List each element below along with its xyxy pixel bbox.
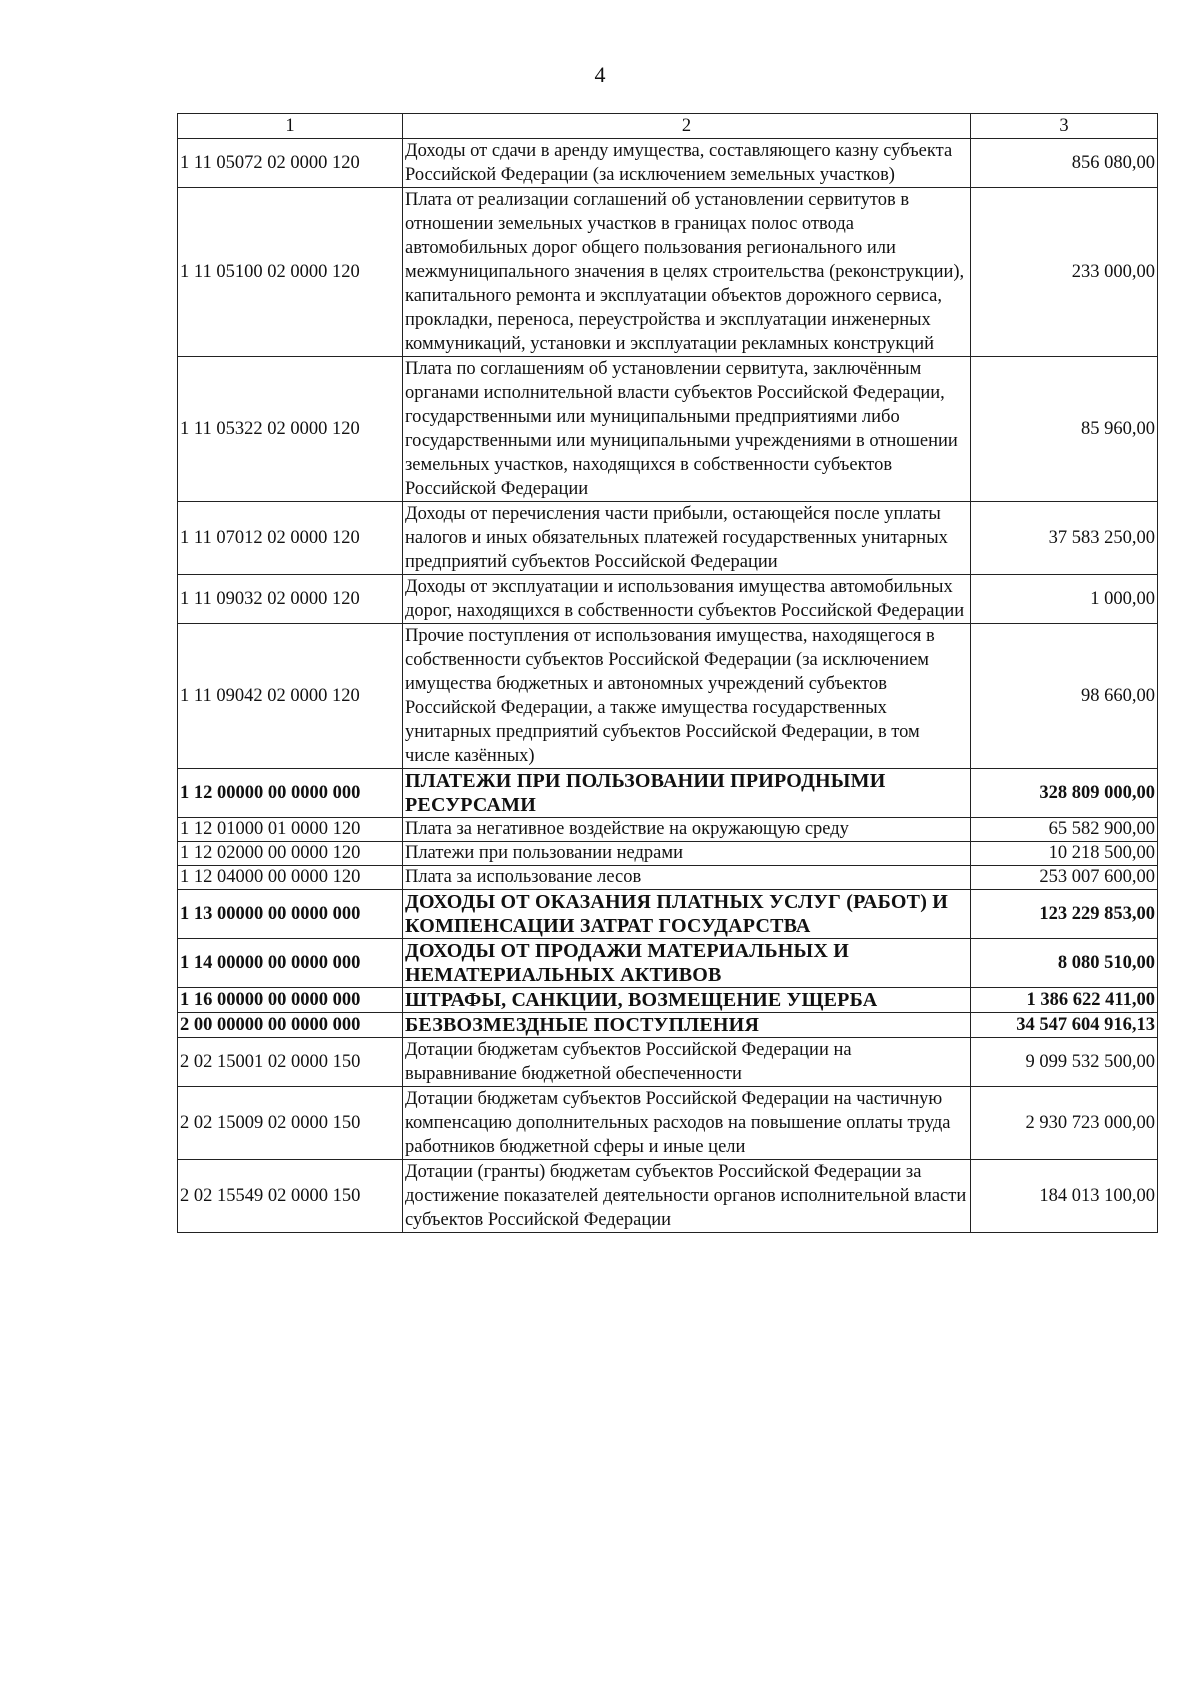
row-amount: 253 007 600,00	[971, 866, 1158, 890]
section-amount: 328 809 000,00	[971, 769, 1158, 818]
row-name: Доходы от сдачи в аренду имущества, составляющего казну субъекта Российской Федерации (за исключением земельных участков)	[403, 139, 971, 188]
row-name: Прочие поступления от использования имущества, находящегося в собственности субъектов Российской Федерации (за исключением имущества бюджетных и автономных учреждений субъектов Российской Федерации, а также имущества государственных унитарных предприятий субъектов Российской Федерации, в том числе казённых)	[403, 624, 971, 769]
row-code: 1 11 05322 02 0000 120	[178, 357, 403, 502]
column-header-code: 1	[178, 114, 403, 139]
row-amount: 9 099 532 500,00	[971, 1038, 1158, 1087]
section-amount: 8 080 510,00	[971, 939, 1158, 988]
table-row	[178, 818, 1158, 842]
table-row	[178, 1038, 1158, 1087]
row-amount: 65 582 900,00	[971, 818, 1158, 842]
section-row	[178, 1013, 1158, 1038]
table-row	[178, 139, 1158, 188]
row-code: 1 12 01000 01 0000 120	[178, 818, 403, 842]
table-row	[178, 866, 1158, 890]
row-name: Платежи при пользовании недрами	[403, 842, 971, 866]
section-amount: 123 229 853,00	[971, 890, 1158, 939]
row-code: 2 02 15549 02 0000 150	[178, 1160, 403, 1233]
section-code: 1 14 00000 00 0000 000	[178, 939, 403, 988]
section-row	[178, 769, 1158, 818]
row-amount: 233 000,00	[971, 188, 1158, 357]
section-code: 1 13 00000 00 0000 000	[178, 890, 403, 939]
section-name: ДОХОДЫ ОТ ОКАЗАНИЯ ПЛАТНЫХ УСЛУГ (РАБОТ) И КОМПЕНСАЦИИ ЗАТРАТ ГОСУДАРСТВА	[403, 890, 971, 939]
section-code: 1 16 00000 00 0000 000	[178, 988, 403, 1013]
row-amount: 1 000,00	[971, 575, 1158, 624]
row-name: Плата за негативное воздействие на окружающую среду	[403, 818, 971, 842]
row-code: 2 02 15009 02 0000 150	[178, 1087, 403, 1160]
revenue-table	[177, 113, 1158, 1233]
row-code: 1 12 04000 00 0000 120	[178, 866, 403, 890]
table-row	[178, 188, 1158, 357]
row-name: Дотации (гранты) бюджетам субъектов Российской Федерации за достижение показателей деятельности органов исполнительной власти субъектов Российской Федерации	[403, 1160, 971, 1233]
row-name: Доходы от эксплуатации и использования имущества автомобильных дорог, находящихся в собственности субъектов Российской Федерации	[403, 575, 971, 624]
row-code: 2 02 15001 02 0000 150	[178, 1038, 403, 1087]
row-amount: 184 013 100,00	[971, 1160, 1158, 1233]
row-name: Дотации бюджетам субъектов Российской Федерации на выравнивание бюджетной обеспеченности	[403, 1038, 971, 1087]
row-code: 1 11 07012 02 0000 120	[178, 502, 403, 575]
row-code: 1 11 05100 02 0000 120	[178, 188, 403, 357]
table-row	[178, 502, 1158, 575]
row-code: 1 11 09032 02 0000 120	[178, 575, 403, 624]
column-header-name: 2	[403, 114, 971, 139]
row-amount: 856 080,00	[971, 139, 1158, 188]
table-row	[178, 1087, 1158, 1160]
section-name: БЕЗВОЗМЕЗДНЫЕ ПОСТУПЛЕНИЯ	[403, 1013, 971, 1038]
row-name: Плата за использование лесов	[403, 866, 971, 890]
table-row	[178, 624, 1158, 769]
section-code: 2 00 00000 00 0000 000	[178, 1013, 403, 1038]
table-row	[178, 1160, 1158, 1233]
page-number: 4	[594, 62, 606, 87]
section-name: ШТРАФЫ, САНКЦИИ, ВОЗМЕЩЕНИЕ УЩЕРБА	[403, 988, 971, 1013]
row-amount: 37 583 250,00	[971, 502, 1158, 575]
row-name: Плата от реализации соглашений об установлении сервитутов в отношении земельных участков в границах полос отвода автомобильных дорог общего пользования регионального или межмуниципального значения в целях строительства (реконструкции), капитального ремонта и эксплуатации объектов дорожного сервиса, прокладки, переноса, переустройства и эксплуатации инженерных коммуникаций, установки и эксплуатации рекламных конструкций	[403, 188, 971, 357]
section-row	[178, 890, 1158, 939]
row-code: 1 11 09042 02 0000 120	[178, 624, 403, 769]
row-code: 1 11 05072 02 0000 120	[178, 139, 403, 188]
row-name: Доходы от перечисления части прибыли, остающейся после уплаты налогов и иных обязательных платежей государственных унитарных предприятий субъектов Российской Федерации	[403, 502, 971, 575]
column-header-amount: 3	[971, 114, 1158, 139]
row-name: Дотации бюджетам субъектов Российской Федерации на частичную компенсацию дополнительных расходов на повышение оплаты труда работников бюджетной сферы и иные цели	[403, 1087, 971, 1160]
section-row	[178, 988, 1158, 1013]
row-amount: 2 930 723 000,00	[971, 1087, 1158, 1160]
section-row	[178, 939, 1158, 988]
table-row	[178, 575, 1158, 624]
section-amount: 34 547 604 916,13	[971, 1013, 1158, 1038]
row-amount: 98 660,00	[971, 624, 1158, 769]
table-header-row	[178, 114, 1158, 139]
table-row	[178, 357, 1158, 502]
row-name: Плата по соглашениям об установлении сервитута, заключённым органами исполнительной власти субъектов Российской Федерации, государственными или муниципальными предприятиями либо государственными или муниципальными учреждениями в отношении земельных участков, находящихся в собственности субъектов Российской Федерации	[403, 357, 971, 502]
section-code: 1 12 00000 00 0000 000	[178, 769, 403, 818]
table-row	[178, 842, 1158, 866]
section-name: ПЛАТЕЖИ ПРИ ПОЛЬЗОВАНИИ ПРИРОДНЫМИ РЕСУРСАМИ	[403, 769, 971, 818]
section-amount: 1 386 622 411,00	[971, 988, 1158, 1013]
row-code: 1 12 02000 00 0000 120	[178, 842, 403, 866]
section-name: ДОХОДЫ ОТ ПРОДАЖИ МАТЕРИАЛЬНЫХ И НЕМАТЕРИАЛЬНЫХ АКТИВОВ	[403, 939, 971, 988]
row-amount: 10 218 500,00	[971, 842, 1158, 866]
row-amount: 85 960,00	[971, 357, 1158, 502]
